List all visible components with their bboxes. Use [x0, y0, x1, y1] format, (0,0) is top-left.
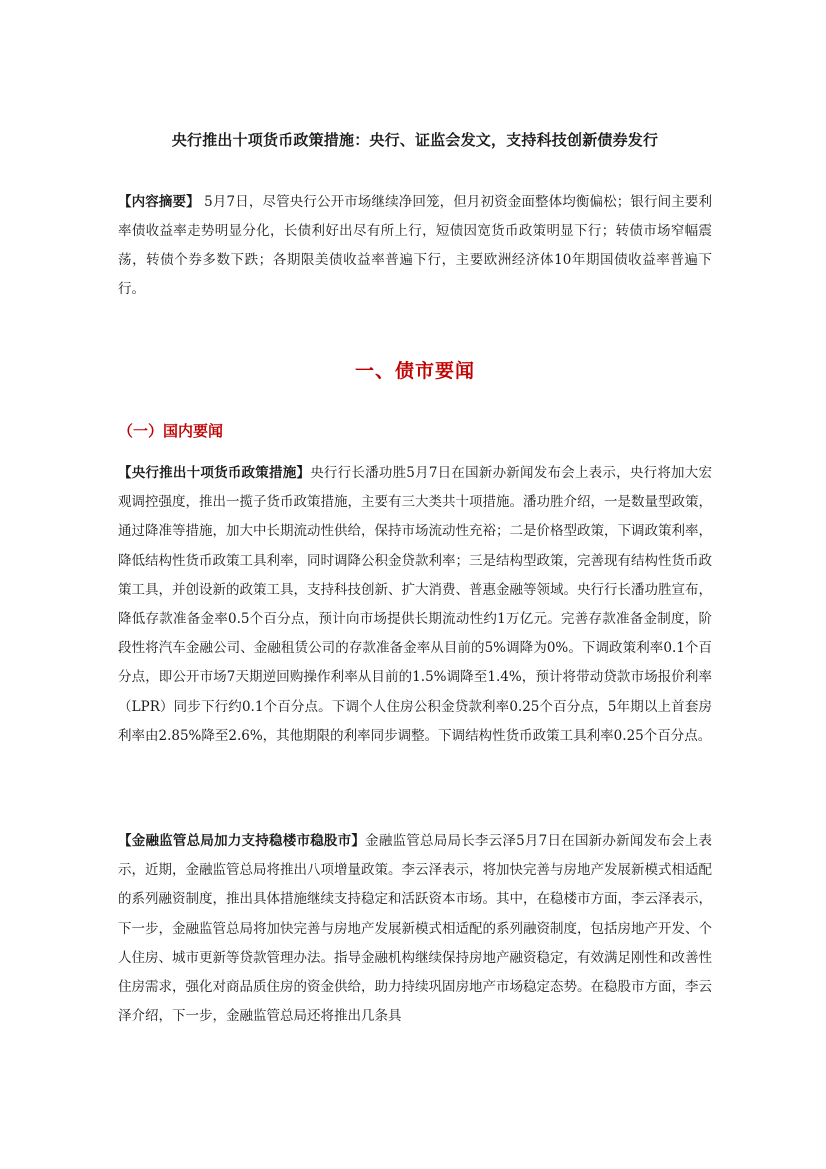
document-title: 央行推出十项货币政策措施：央行、证监会发文，支持科技创新债券发行: [171, 131, 659, 149]
section-heading: 一、债市要闻: [354, 360, 475, 382]
abstract-paragraph: [118, 188, 712, 304]
abstract-text: 5月7日，尽管央行公开市场继续净回笼，但月初资金面整体均衡偏松；银行间主要利率债收益率走势明显分化，长债利好出尽有所上行，短债因宽货币政策明显下行；转债市场窄幅震荡，转债个券多数下跌；各期限美债收益率普遍下行，主要欧洲经济体10年期国债收益率普遍下行。: [118, 194, 713, 297]
paragraph-label: 【金融监管总局加力支持稳楼市稳股市】: [118, 833, 366, 849]
news-paragraph-nfra-support: [118, 827, 712, 1031]
paragraph-text: 金融监管总局局长李云泽5月7日在国新办新闻发布会上表示，近期，金融监管总局将推出八项增量政策。李云泽表示，将加快完善与房地产发展新模式相适配的系列融资制度，推出具体措施继续支持稳定和活跃资本市场。其中，在稳楼市方面，李云泽表示，下一步，金融监管总局将加快完善与房地产发展新模式相适配的系列融资制度，包括房地产开发、个人住房、城市更新等贷款管理办法。指导金融机构继续保持房地产融资稳定，有效满足刚性和改善性住房需求，强化对商品质住房的资金供给，助力持续巩固房地产市场稳定态势。在稳股市方面，李云泽介绍，下一步，金融监管总局还将推出几条具: [118, 833, 712, 1025]
abstract-label: 【内容摘要】: [118, 194, 200, 210]
paragraph-text: 央行行长潘功胜5月7日在国新办新闻发布会上表示，央行将加大宏观调控强度，推出一揽子货币政策措施，主要有三大类共十项措施。潘功胜介绍，一是数量型政策，通过降准等措施，加大中长期流动性供给，保持市场流动性充裕；二是价格型政策，下调政策利率，降低结构性货币政策工具利率，同时调降公积金贷款利率；三是结构型政策，完善现有结构性货币政策工具，并创设新的政策工具，支持科技创新、扩大消费、普惠金融等领域。央行行长潘功胜宣布，降低存款准备金率0.5个百分点，预计向市场提供长期流动性约1万亿元。完善存款准备金制度，阶段性将汽车金融公司、金融租赁公司的存款准备金率从目前的5%调降为0%。下调政策利率0.1个百分点，即公开市场7天期逆回购操作利率从目前的1.5%调降至1.4%，预计将带动贷款市场报价利率（LPR）同步下行约0.1个百分点。下调个人住房公积金贷款利率0.25个百分点，5年期以上首套房利率由2.85%降至2.6%，其他期限的利率同步调整。下调结构性货币政策工具利率0.25个百分点。: [118, 465, 712, 744]
subsection-heading: （一）国内要闻: [118, 422, 224, 440]
news-paragraph-pboc-measures: [118, 459, 712, 751]
paragraph-label: 【央行推出十项货币政策措施】: [118, 465, 311, 481]
